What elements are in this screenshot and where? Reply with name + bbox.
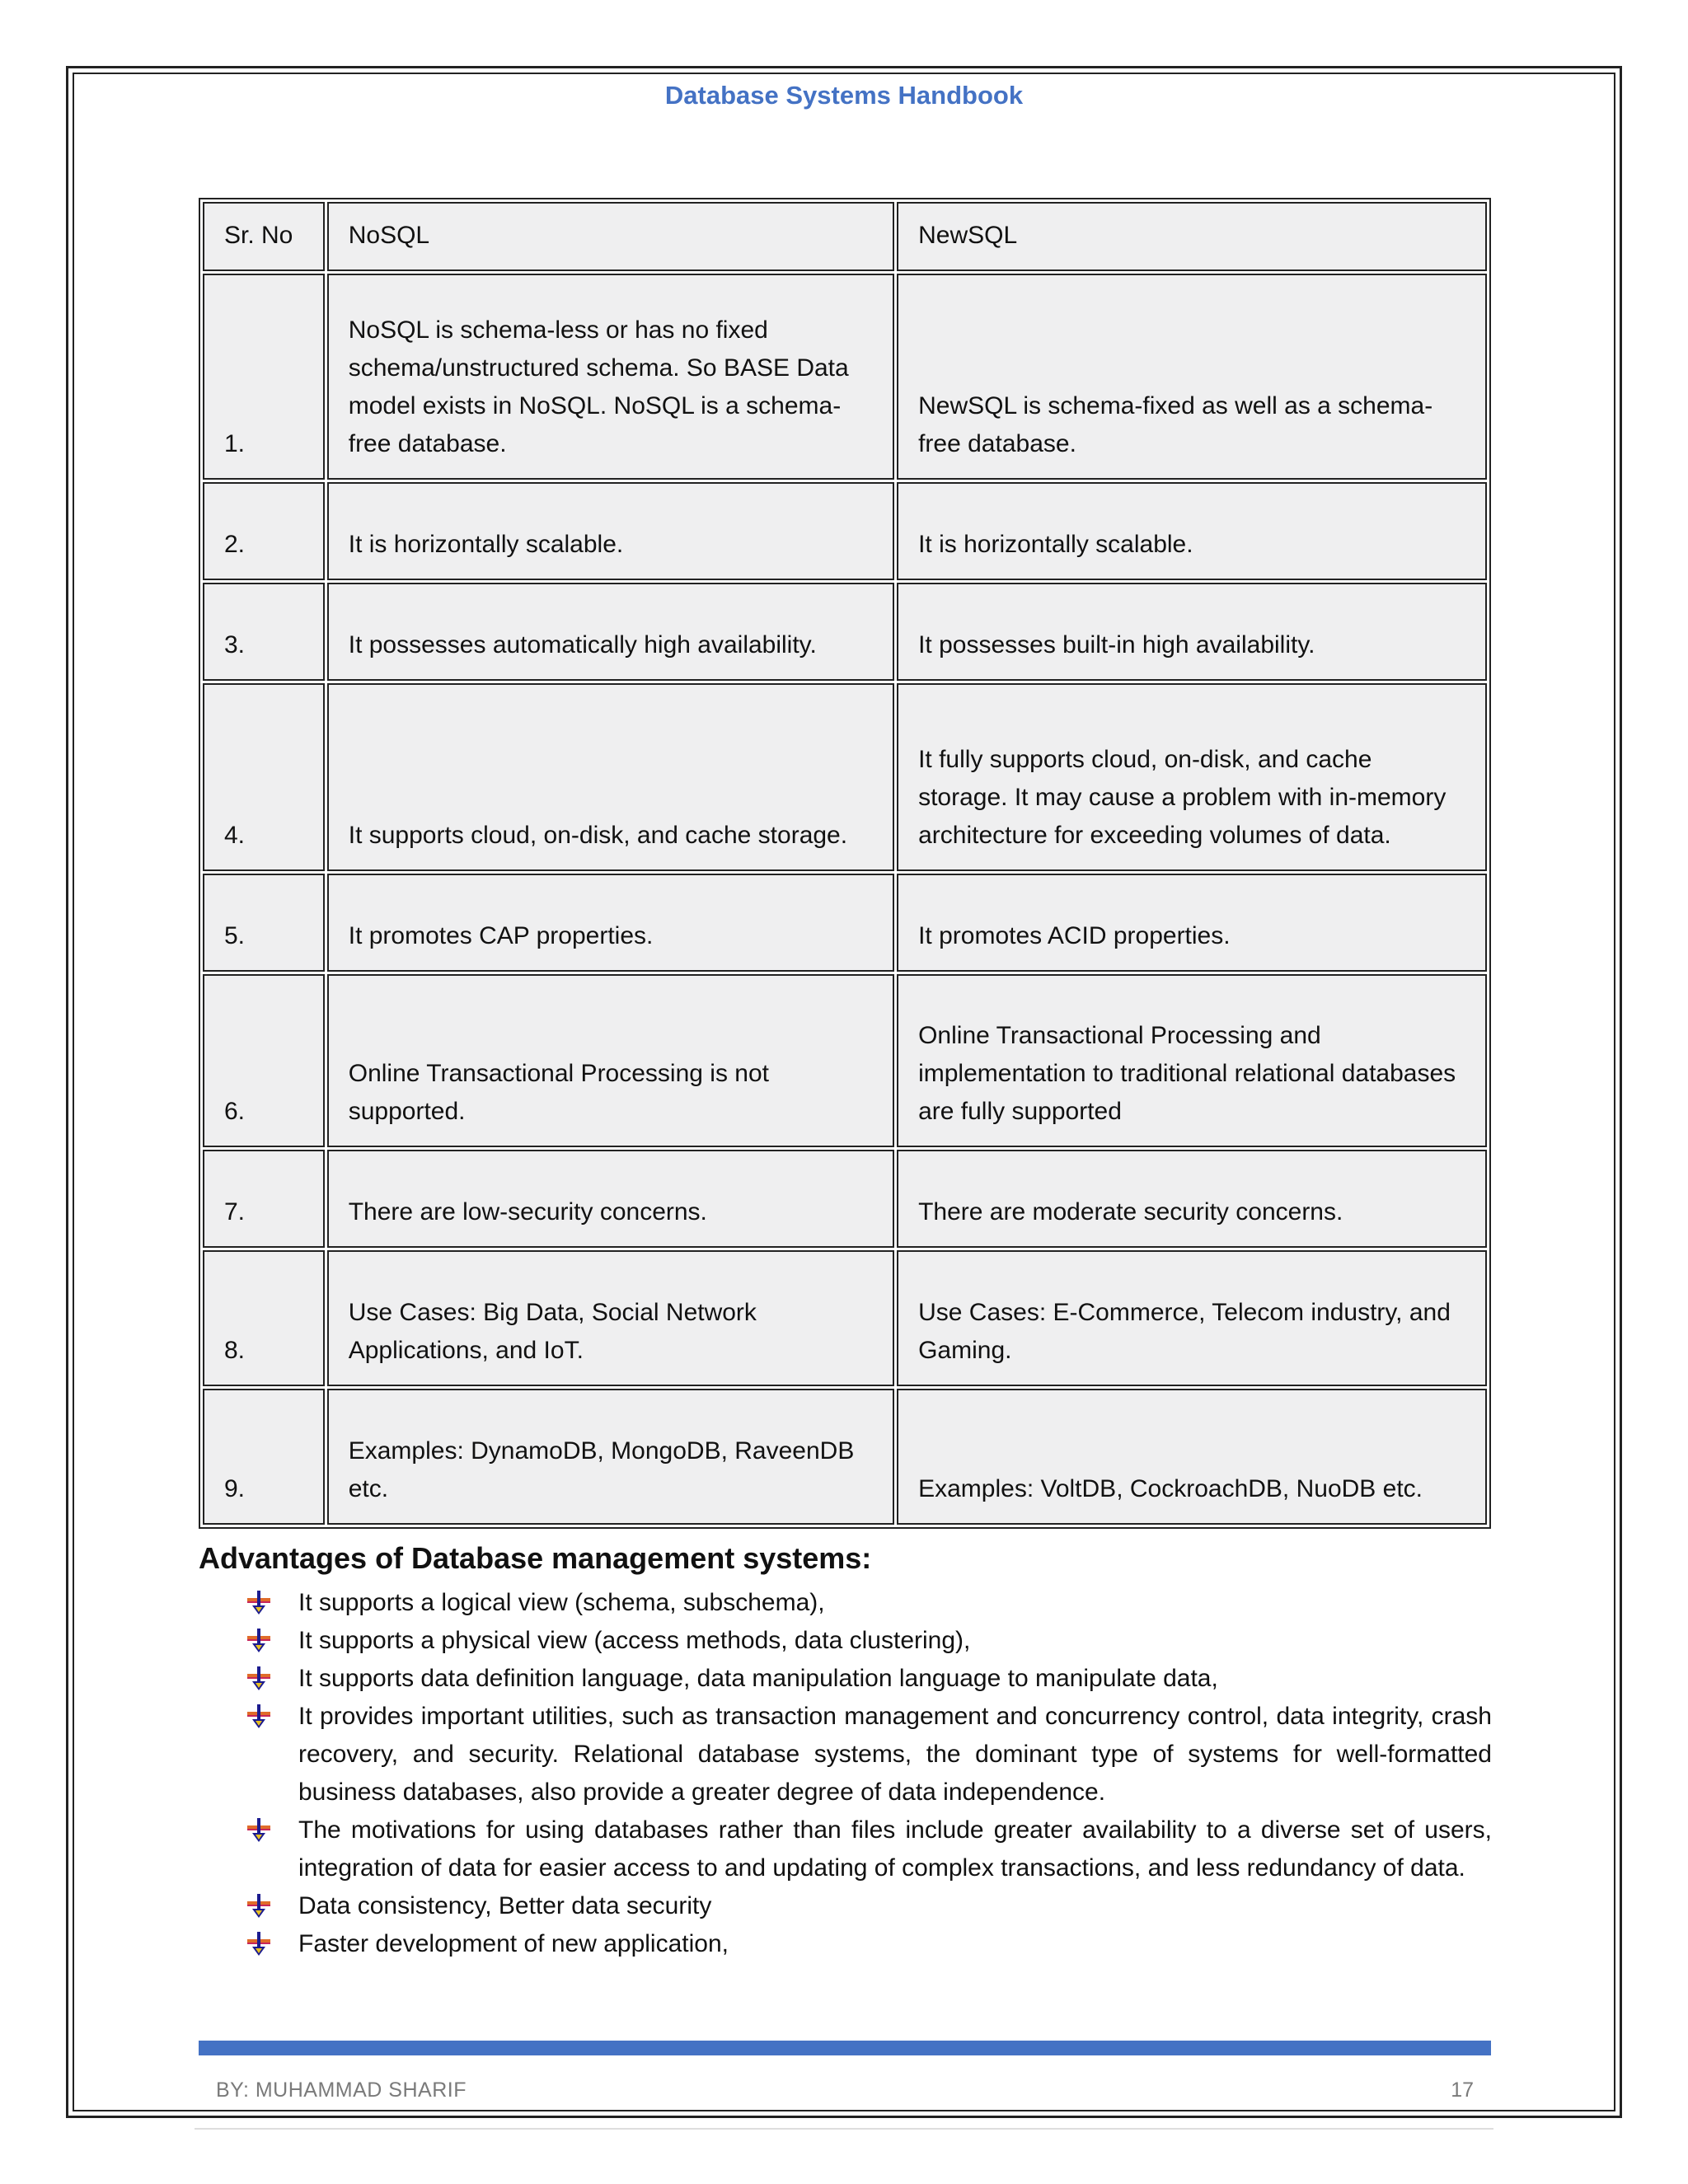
arrow-down-bullet-icon <box>247 1666 270 1691</box>
page-header-title: Database Systems Handbook <box>664 81 1024 110</box>
list-item-text: The motivations for using databases rather than files include greater availability to a diverse set of users, integration of data for easier access to and updating of complex transactions, and less redundancy of data. <box>298 1816 1492 1882</box>
table-row <box>203 583 1487 681</box>
table-row <box>203 274 1487 480</box>
row-number-cell: 2. <box>203 482 325 580</box>
newsql-cell: It possesses built-in high availability. <box>897 583 1487 681</box>
arrow-down-bullet-icon <box>247 1932 270 1957</box>
newsql-cell: It promotes ACID properties. <box>897 874 1487 972</box>
table-row <box>203 1250 1487 1386</box>
arrow-down-bullet-icon <box>247 1818 270 1843</box>
row-number-cell: 5. <box>203 874 325 972</box>
list-item-text: It supports a logical view (schema, subschema), <box>298 1589 825 1616</box>
table-row <box>203 1389 1487 1525</box>
list-item <box>247 1698 1492 1811</box>
table-row <box>203 683 1487 871</box>
nosql-cell: There are low-security concerns. <box>327 1150 894 1248</box>
arrow-down-bullet-icon <box>247 1704 270 1729</box>
list-item <box>247 1660 1492 1698</box>
row-number-cell: 7. <box>203 1150 325 1248</box>
footer-accent-bar <box>199 2041 1491 2055</box>
page-number: 17 <box>1451 2079 1474 2102</box>
nosql-cell: Examples: DynamoDB, MongoDB, RaveenDB etc. <box>327 1389 894 1525</box>
newsql-cell: Online Transactional Processing and implementation to traditional relational databases are fully supported <box>897 974 1487 1147</box>
table-row <box>203 1150 1487 1248</box>
list-item <box>247 1622 1492 1660</box>
nosql-cell: It possesses automatically high availability. <box>327 583 894 681</box>
row-number-cell: 1. <box>203 274 325 480</box>
list-item <box>247 1925 1492 1963</box>
nosql-cell: Use Cases: Big Data, Social Network Applications, and IoT. <box>327 1250 894 1386</box>
nosql-cell: It supports cloud, on-disk, and cache storage. <box>327 683 894 871</box>
newsql-cell: NewSQL is schema-fixed as well as a schema-free database. <box>897 274 1487 480</box>
list-item-text: It supports a physical view (access methods, data clustering), <box>298 1627 971 1654</box>
table-row <box>203 974 1487 1147</box>
row-number-cell: 4. <box>203 683 325 871</box>
newsql-cell: There are moderate security concerns. <box>897 1150 1487 1248</box>
list-item-text: Faster development of new application, <box>298 1930 729 1957</box>
arrow-down-bullet-icon <box>247 1894 270 1919</box>
comparison-table <box>199 198 1491 1529</box>
advantages-list <box>247 1584 1492 1963</box>
header-cell-newsql: NewSQL <box>897 202 1487 271</box>
nosql-cell: It promotes CAP properties. <box>327 874 894 972</box>
row-number-cell: 8. <box>203 1250 325 1386</box>
list-item-text: It supports data definition language, data manipulation language to manipulate data, <box>298 1665 1218 1692</box>
nosql-cell: NoSQL is schema-less or has no fixed schema/unstructured schema. So BASE Data model exists in NoSQL. NoSQL is a schema-free database. <box>327 274 894 480</box>
nosql-cell: It is horizontally scalable. <box>327 482 894 580</box>
newsql-cell: Examples: VoltDB, CockroachDB, NuoDB etc. <box>897 1389 1487 1525</box>
newsql-cell: Use Cases: E-Commerce, Telecom industry, and Gaming. <box>897 1250 1487 1386</box>
advantages-heading: Advantages of Database management systems: <box>199 1541 872 1575</box>
list-item <box>247 1811 1492 1887</box>
footer-author: BY: MUHAMMAD SHARIF <box>216 2079 467 2102</box>
row-number-cell: 3. <box>203 583 325 681</box>
header-cell-nosql: NoSQL <box>327 202 894 271</box>
table-row <box>203 482 1487 580</box>
arrow-down-bullet-icon <box>247 1591 270 1615</box>
list-item <box>247 1887 1492 1925</box>
arrow-down-bullet-icon <box>247 1629 270 1653</box>
newsql-cell: It fully supports cloud, on-disk, and cache storage. It may cause a problem with in-memory architecture for exceeding volumes of data. <box>897 683 1487 871</box>
table-header-row <box>203 202 1487 271</box>
list-item <box>247 1584 1492 1622</box>
list-item-text: It provides important utilities, such as transaction management and concurrency control, data integrity, crash recovery, and security. Relational database systems, the dominant type of systems for well-formatted business databases, also provide a greater degree of data independence. <box>298 1703 1492 1806</box>
row-number-cell: 9. <box>203 1389 325 1525</box>
table-row <box>203 874 1487 972</box>
bottom-divider <box>195 2128 1493 2130</box>
newsql-cell: It is horizontally scalable. <box>897 482 1487 580</box>
nosql-cell: Online Transactional Processing is not supported. <box>327 974 894 1147</box>
list-item-text: Data consistency, Better data security <box>298 1892 712 1919</box>
row-number-cell: 6. <box>203 974 325 1147</box>
header-cell-sr-no: Sr. No <box>203 202 325 271</box>
